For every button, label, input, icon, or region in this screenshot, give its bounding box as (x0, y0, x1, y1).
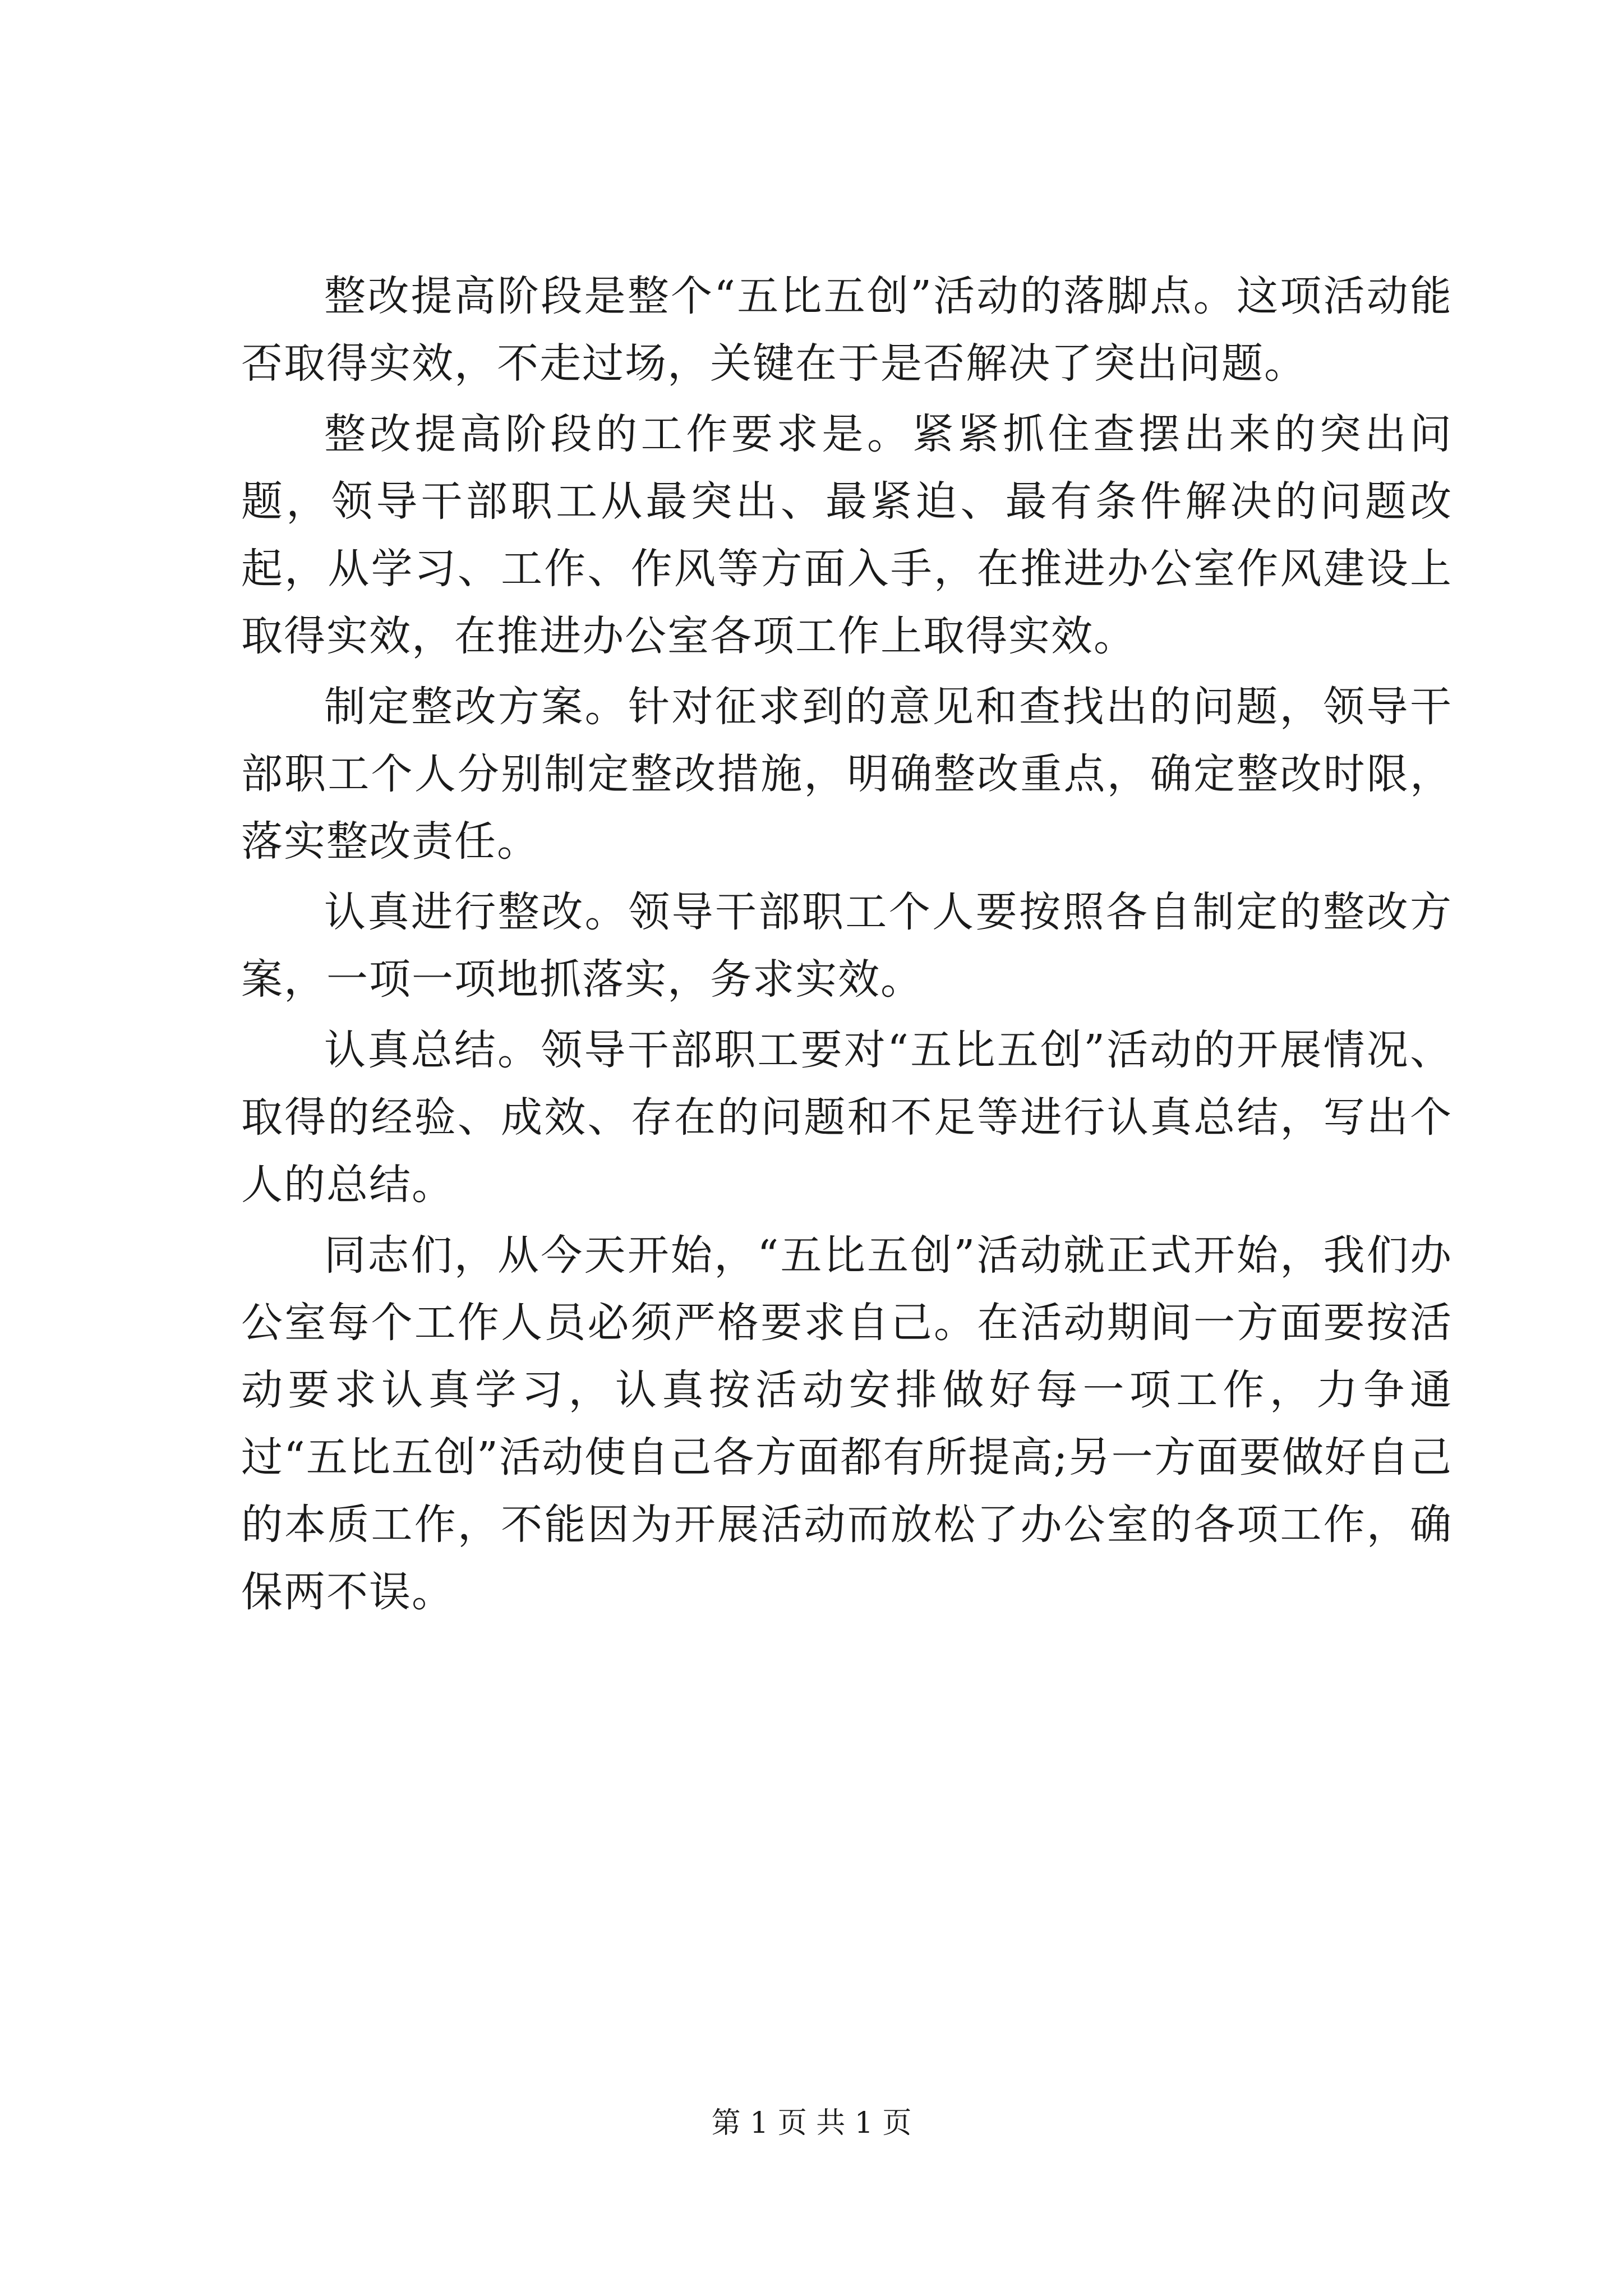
paragraph-1: 整改提高阶段是整个“五比五创”活动的落脚点。这项活动能否取得实效，不走过场，关键在于是否解决了突出问题。 (241, 272, 1453, 388)
paragraph-2: 整改提高阶段的工作要求是。紧紧抓住查摆出来的突出问题，领导干部职工从最突出、最紧迫、最有条件解决的问题改起，从学习、工作、作风等方面入手，在推进办公室作风建设上取得实效，在推进办公室各项工作上取得实效。 (241, 410, 1453, 660)
paragraph-6: 同志们，从今天开始，“五比五创”活动就正式开始，我们办公室每个工作人员必须严格要求自己。在活动期间一方面要按活动要求认真学习，认真按活动安排做好每一项工作，力争通过“五比五创”活动使自己各方面都有所提高;另一方面要做好自己的本质工作，不能因为开展活动而放松了办公室的各项工作，确保两不误。 (241, 1231, 1453, 1616)
paragraph-3: 制定整改方案。针对征求到的意见和查找出的问题，领导干部职工个人分别制定整改措施，明确整改重点，确定整改时限，落实整改责任。 (241, 683, 1453, 866)
paragraph-5: 认真总结。领导干部职工要对“五比五创”活动的开展情况、取得的经验、成效、存在的问题和不足等进行认真总结，写出个人的总结。 (241, 1026, 1453, 1209)
document-body (241, 263, 1453, 1629)
paragraph-4: 认真进行整改。领导干部职工个人要按照各自制定的整改方案，一项一项地抓落实，务求实效。 (241, 888, 1453, 1004)
page-footer: 第 1 页 共 1 页 (711, 2106, 912, 2140)
